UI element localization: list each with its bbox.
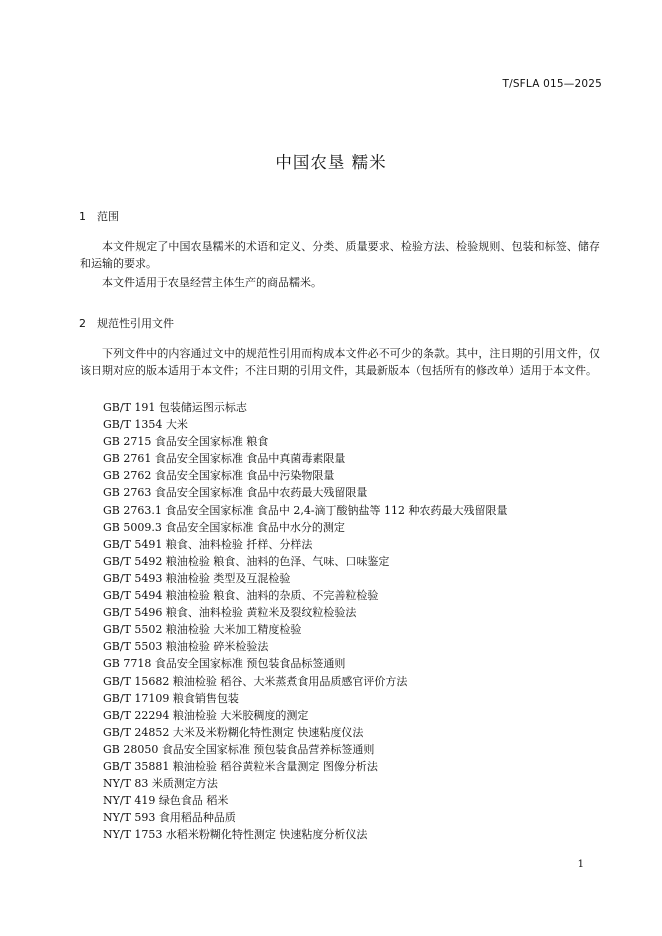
reference-item: GB/T 5492 粮油检验 粮食、油料的色泽、气味、口味鉴定 — [103, 554, 390, 568]
document-number: T/SFLA 015—2025 — [502, 78, 602, 90]
reference-item: GB/T 5502 粮油检验 大米加工精度检验 — [103, 623, 302, 637]
section-1-number: 1 — [79, 210, 86, 223]
reference-item: NY/T 419 绿色食品 稻米 — [103, 794, 229, 808]
reference-item: GB/T 35881 粮油检验 稻谷黄粒米含量测定 图像分析法 — [103, 759, 378, 773]
reference-item: GB/T 24852 大米及米粉糊化特性测定 快速粘度仪法 — [103, 725, 364, 739]
reference-item: GB/T 5493 粮油检验 类型及互混检验 — [103, 571, 291, 585]
reference-item: GB 2763.1 食品安全国家标准 食品中 2,4-滴丁酸钠盐等 112 种农药最大残留限量 — [103, 503, 508, 517]
section-1-paragraph-2: 本文件适用于农垦经营主体生产的商品糯米。 — [102, 276, 322, 289]
reference-item: GB 2762 食品安全国家标准 食品中污染物限量 — [103, 469, 335, 483]
reference-item: NY/T 1753 水稻米粉糊化特性测定 快速粘度分析仪法 — [103, 828, 368, 842]
reference-item: GB/T 5491 粮食、油料检验 扦样、分样法 — [103, 537, 313, 551]
reference-item: GB/T 5494 粮油检验 粮食、油料的杂质、不完善粒检验 — [103, 589, 379, 603]
reference-item: GB 2761 食品安全国家标准 食品中真菌毒素限量 — [103, 452, 346, 466]
section-2-heading — [79, 315, 174, 331]
section-2-title: 规范性引用文件 — [97, 317, 174, 330]
reference-item: GB/T 15682 粮油检验 稻谷、大米蒸煮食用品质感官评价方法 — [103, 674, 408, 688]
section-1-paragraph-1: 本文件规定了中国农垦糯米的术语和定义、分类、质量要求、检验方法、检验规则、包装和标签、储存和运输的要求。 — [80, 240, 600, 270]
page-number: 1 — [577, 859, 584, 870]
reference-item: GB 2715 食品安全国家标准 粮食 — [103, 435, 269, 449]
reference-item: GB/T 5496 粮食、油料检验 黄粒米及裂纹粒检验法 — [103, 606, 357, 620]
reference-item: GB/T 1354 大米 — [103, 418, 188, 432]
reference-item: GB 7718 食品安全国家标准 预包装食品标签通则 — [103, 657, 346, 671]
reference-item: GB/T 17109 粮食销售包装 — [103, 691, 239, 705]
reference-item: NY/T 593 食用稻品种品质 — [103, 811, 236, 825]
section-1-title: 范围 — [97, 210, 119, 223]
reference-item: GB/T 22294 粮油检验 大米胶稠度的测定 — [103, 708, 309, 722]
reference-item: GB 28050 食品安全国家标准 预包装食品营养标签通则 — [103, 742, 375, 756]
reference-item: GB 5009.3 食品安全国家标准 食品中水分的测定 — [103, 520, 345, 534]
reference-item: GB/T 191 包装储运图示标志 — [103, 401, 247, 414]
reference-item: NY/T 83 米质测定方法 — [103, 777, 218, 791]
document-title: 中国农垦 糯米 — [275, 153, 387, 172]
section-2-intro: 下列文件中的内容通过文中的规范性引用而构成本文件必不可少的条款。其中，注日期的引用文件，仅该日期对应的版本适用于本文件；不注日期的引用文件，其最新版本（包括所有的修改单）适用于本文件。 — [80, 347, 600, 377]
section-2-number: 2 — [79, 317, 86, 330]
reference-item: GB/T 5503 粮油检验 碎米检验法 — [103, 640, 269, 654]
reference-item: GB 2763 食品安全国家标准 食品中农药最大残留限量 — [103, 486, 368, 500]
reference-list — [103, 399, 508, 843]
section-1-heading — [79, 208, 119, 224]
